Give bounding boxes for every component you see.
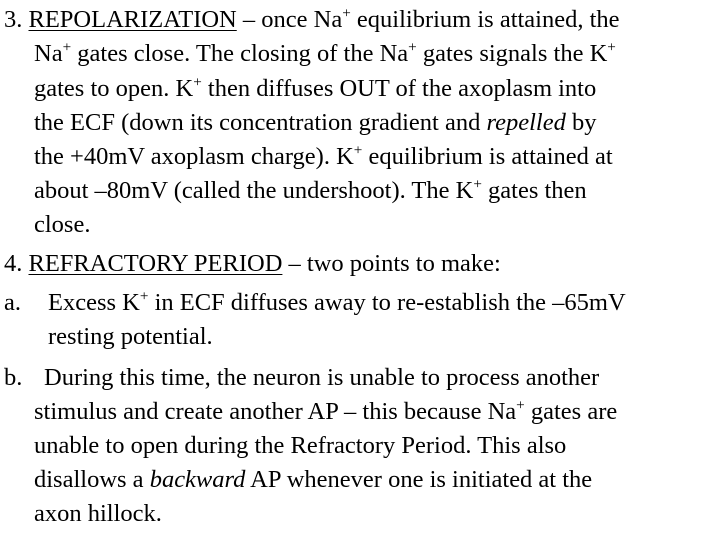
- text-run: unable to open during the Refractory Period. This also: [34, 432, 567, 459]
- item3-line-1: [4, 5, 620, 35]
- superscript: +: [353, 141, 363, 159]
- superscript: +: [607, 38, 616, 56]
- text-run: Na: [34, 40, 63, 67]
- point-b-line-5: [34, 499, 162, 529]
- text-run: about –80mV (called the undershoot). The K: [34, 177, 474, 204]
- text-run: in ECF diffuses away to re-establish the –65mV: [148, 289, 626, 316]
- text-run: resting potential.: [48, 323, 213, 350]
- text-run: equilibrium is attained at: [362, 143, 613, 170]
- superscript: +: [408, 38, 417, 56]
- text-run: During this time, the neuron is unable to process another: [44, 364, 600, 391]
- italic-text: backward: [149, 466, 246, 493]
- text-run: gates are: [524, 398, 618, 425]
- point-b-line-2: [34, 397, 617, 427]
- point-a-line-2: [48, 322, 213, 352]
- superscript: +: [62, 38, 72, 56]
- item3-heading: REPOLARIZATION: [28, 6, 237, 33]
- item3-line-6: [34, 176, 587, 206]
- italic-text: repelled: [486, 109, 566, 136]
- point-a-line-1-text: [48, 288, 626, 318]
- text-run: Excess K: [48, 289, 140, 316]
- superscript: +: [193, 73, 202, 91]
- text-run: stimulus and create another AP – this because Na: [34, 398, 517, 425]
- text-run: equilibrium is attained, the: [350, 6, 620, 33]
- item3-line-4: [34, 108, 596, 138]
- item3-line-2: [34, 39, 616, 69]
- point-b-line-1-text: [44, 363, 599, 393]
- point-b-line-1: [4, 363, 22, 393]
- text-run: the ECF (down its concentration gradient and: [34, 109, 487, 136]
- item4-line-1: [4, 249, 501, 279]
- text-run: gates then: [481, 177, 587, 204]
- text-run: AP whenever one is initiated at the: [245, 466, 593, 493]
- item4-intro: – two points to make:: [282, 250, 501, 277]
- item3-number: 3.: [4, 6, 23, 33]
- superscript: +: [139, 287, 149, 305]
- point-b-line-3: [34, 431, 566, 461]
- text-run: – once Na: [236, 6, 343, 33]
- text-run: disallows a: [34, 466, 150, 493]
- text-run: gates to open. K: [34, 75, 194, 102]
- text-run: axon hillock.: [34, 500, 162, 527]
- text-run: close.: [34, 211, 91, 238]
- superscript: +: [516, 396, 525, 414]
- item4-number: 4.: [4, 250, 23, 277]
- text-run: the +40mV axoplasm charge). K: [34, 143, 354, 170]
- text-run: gates signals the K: [416, 40, 608, 67]
- superscript: +: [342, 4, 351, 22]
- item3-line-7: [34, 210, 90, 240]
- text-run: then diffuses OUT of the axoplasm into: [201, 75, 597, 102]
- item3-line-5: [34, 142, 613, 172]
- item3-line-3: [34, 74, 596, 104]
- point-a-marker: a.: [4, 289, 21, 316]
- text-run: by: [565, 109, 597, 136]
- item4-heading: REFRACTORY PERIOD: [28, 250, 283, 277]
- point-b-marker: b.: [4, 364, 23, 391]
- point-a-line-1: [4, 288, 21, 318]
- superscript: +: [473, 175, 482, 193]
- point-b-line-4: [34, 465, 592, 495]
- text-run: gates close. The closing of the Na: [71, 40, 409, 67]
